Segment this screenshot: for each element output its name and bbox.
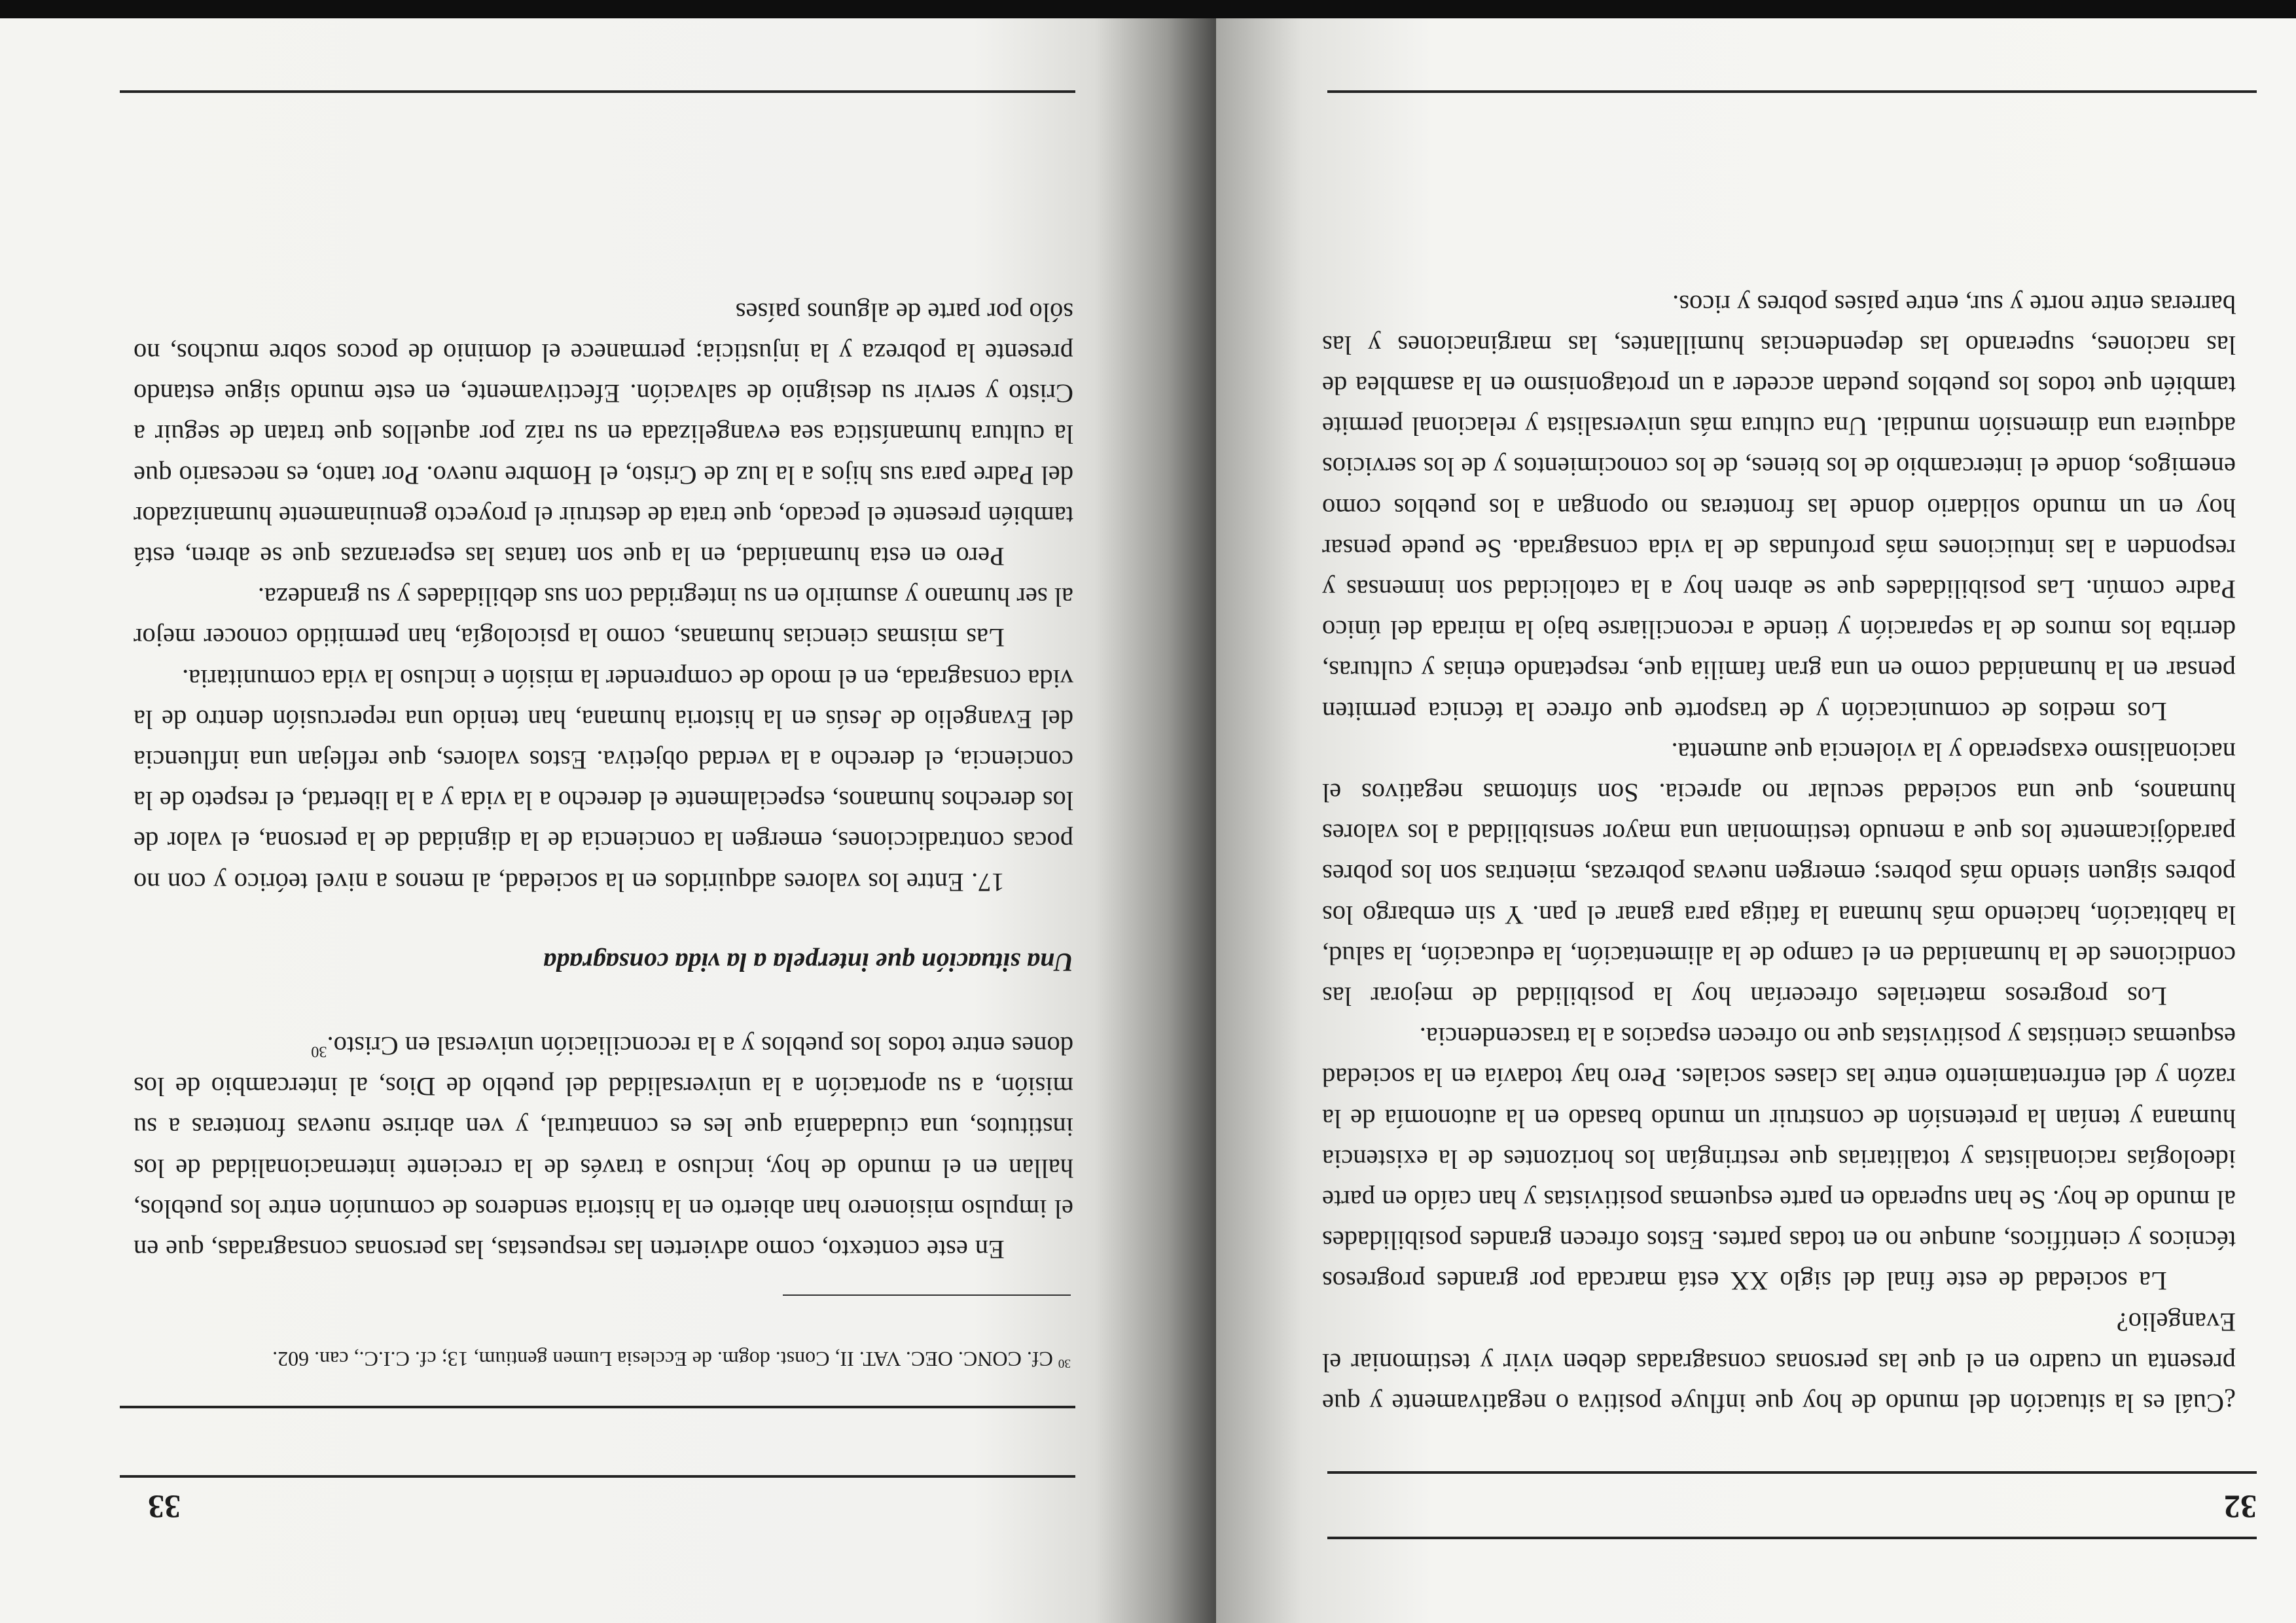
bottom-rule xyxy=(120,90,1075,93)
paragraph: La sociedad de este final del siglo XX está marcada por grandes progresos técnicos y científicos, aunque no en todas partes. Estos ofrecen grandes posibilidades al mundo de hoy. Se han superado en parte esquemas positivistas y han caído en parte ideologías racionalistas y totalitarias que restringían los horizontes de la existencia humana y tenían la pretensión de construir un mundo basado en la autonomía de la razón y del enfrentamiento entre las clases sociales. Pero hay todavía en la sociedad esquemas cientistas y positivistas que no ofrecen espacios a la trascendencia. xyxy=(1322,1022,2236,1296)
paragraph: Los medios de comunicación y de trasporte que ofrece la técnica permiten pensar en la humanidad como en una gran familia que, respetando etnias y culturas, derriba los muros de la separación y tiende a reconciliarse bajo la mirada del único Padre común. Las posibilidades que se abren hoy a la catolicidad son inmensas y responden a las intuiciones más profundas de la vida consagrada. Se puede pensar hoy en un mundo solidario donde las fronteras no opongan a los pueblos como enemigos, donde el intercambio de los bienes, de los conocimientos y de los servicios adquiera una dimensión mundial. Una cultura más universalista y relacional permite también que todos los pueblos puedan acceder a un protagonismo en la asamblea de las naciones, superando las dependencias humillantes, las marginaciones y las barreras entre norte y sur, entre países pobres y ricos. xyxy=(1322,289,2236,726)
header-rule xyxy=(1327,1471,2257,1474)
paragraph: ¿Cuál es la situación del mundo de hoy que influye positiva o negativamente y que presenta un cuadro en el que las personas consagradas deben vivir y testimoniar el Evangelio? xyxy=(1322,1307,2236,1418)
header-rule xyxy=(1327,1537,2257,1539)
footnote-text: Cf. CONC. OEC. VAT. II, Const. dogm. de Ecclesia Lumen gentium, 13; cf. C.I.C., can. 602. xyxy=(272,1347,1053,1371)
right-page-body xyxy=(134,292,1073,1270)
section-subheading: Una situación que interpela a la vida consagrada xyxy=(543,947,1073,977)
footnote xyxy=(128,1344,1071,1374)
paragraph: 17. Entre los valores adquiridos en la sociedad, al menos a nivel teórico y con no pocas contradicciones, emergen la conciencia de la dignidad de la persona, el valor de los derechos humanos, especialmente el derecho a la vida y a la libertad, el respeto de la conciencia, el derecho a la verdad objetiva. Estos valores, que reflejan una influencia del Evangelio de Jesús en la historia humana, han tenido una repercusión dentro de la vida consagrada, en el modo de comprender la misión e incluso la vida comunitaria. xyxy=(134,664,1073,897)
footnote-reference: 30 xyxy=(311,1043,327,1061)
paragraph xyxy=(134,1026,1073,1270)
left-page xyxy=(1216,18,2296,1623)
footnote-marker: 30 xyxy=(1058,1356,1071,1370)
paragraph: Las mismas ciencias humanas, como la psicología, han permitido conocer mejor al ser humano y asumirlo en su integridad con sus debilidades y su grandeza. xyxy=(134,582,1073,653)
right-page xyxy=(0,18,1216,1623)
paragraph: Pero en esta humanidad, en la que son tantas las esperanzas que se abren, está también presente el pecado, que trata de destruir el proyecto genuinamente humanizador del Padre para sus hijos a la luz de Cristo, el Hombre nuevo. Por tanto, es necesario que la cultura humanística sea evangelizada en su raíz por aquellos que tratan de seguir a Cristo y servir su designio de salvación. Efectivamente, en este mundo sigue estando presente la pobreza y la injusticia; permanece el dominio de pocos sobre muchos, no sólo por parte de algunos países xyxy=(134,297,1073,571)
header-rule xyxy=(120,1475,1075,1478)
left-page-body xyxy=(1322,283,2236,1423)
paragraph-text: En este contexto, como advierten las respuestas, las personas consagradas, que en el impulso misionero han abierto en la historia senderos de comunión entre los pueblos, hallan en el mundo de hoy, incluso a través de la creciente internacionalidad de los institutos, una ciudadanía que les es connatural, y ven abrirse nuevas fronteras a su misión, a su aportación a la universalidad del pueblo de Dios, al intercambio de los dones entre todos los pueblos y a la reconciliación universal en Cristo. xyxy=(134,1031,1073,1264)
header-rule xyxy=(120,1406,1075,1408)
bottom-rule xyxy=(1327,90,2257,93)
paragraph: Los progresos materiales ofrecerían hoy la posibilidad de mejorar las condiciones de la humanidad en el campo de la alimentación, la educación, la salud, la habitación, haciendo más humana la fatiga para ganar el pan. Y sin embargo los pobres siguen siendo más pobres; emergen nuevas pobrezas, mientras son los pobres paradójicamente los que a menudo testimonian una mayor sensibilidad a los valores humanos, que una sociedad secular no aprecia. Son síntomas negativos el nacionalismo exasperado y la violencia que aumenta. xyxy=(1322,737,2236,1011)
footnote-separator xyxy=(783,1294,1071,1296)
page-number: 33 xyxy=(148,1489,181,1525)
page-number: 32 xyxy=(2224,1489,2257,1525)
